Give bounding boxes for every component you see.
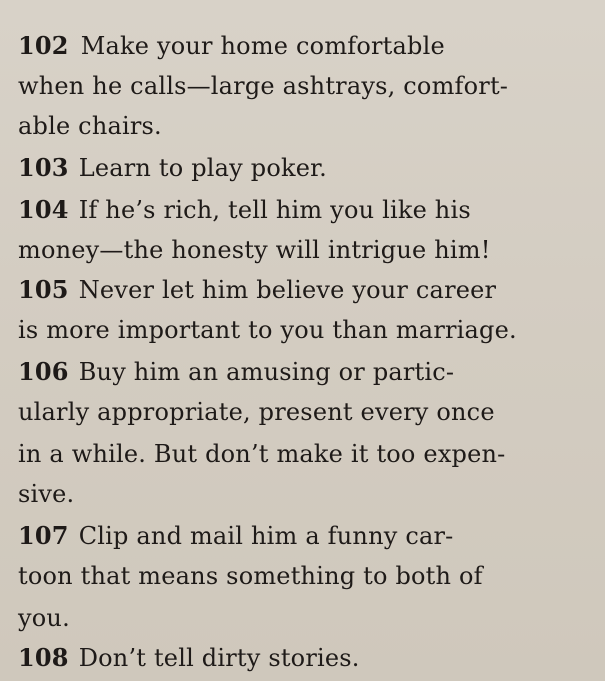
item-text: money—the honesty will intrigue him! [18,236,491,264]
item-106-line-4 [18,474,554,514]
item-104-line-1 [18,190,554,230]
item-107-line-2 [18,556,554,596]
item-text: Learn to play poker. [78,154,327,182]
item-text: Don’t tell dirty stories. [78,644,360,672]
item-number: 103 [18,153,69,182]
item-text: is more important to you than marriage. [18,316,517,344]
item-104-line-2 [18,230,554,270]
item-number: 102 [18,31,69,60]
item-106-line-3 [18,434,554,474]
item-text: If he’s rich, tell him you like his [78,196,471,224]
item-107-line-1 [18,516,554,556]
item-text: Buy him an amusing or partic- [78,358,455,386]
item-102-line-2 [18,66,554,106]
item-text: Make your home comfortable [80,32,445,60]
item-text: able chairs. [18,112,162,140]
item-number: 106 [18,357,69,386]
item-number: 108 [18,643,69,672]
item-text: in a while. But don’t make it too expen- [18,440,506,468]
item-107-line-3 [18,598,554,638]
item-106-line-2 [18,392,554,432]
item-102-line-1 [18,26,554,66]
item-106-line-1 [18,352,554,392]
item-text: ularly appropriate, present every once [18,398,495,426]
item-108-line-1 [18,638,554,678]
item-text: sive. [18,480,75,508]
item-103-line-1 [18,148,554,188]
item-number: 104 [18,195,69,224]
item-number: 105 [18,275,69,304]
item-text: when he calls—large ashtrays, comfort- [18,72,509,100]
item-number: 107 [18,521,69,550]
item-text: you. [18,604,70,632]
item-105-line-2 [18,310,554,350]
item-text: Clip and mail him a funny car- [78,522,454,550]
item-105-line-1 [18,270,554,310]
item-102-line-3 [18,106,554,146]
item-text: Never let him believe your career [78,276,497,304]
item-text: toon that means something to both of [18,562,483,590]
